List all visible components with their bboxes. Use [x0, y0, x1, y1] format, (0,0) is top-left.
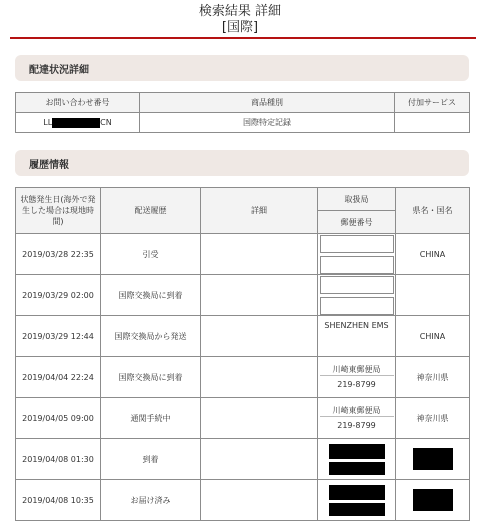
office-name: 川崎東郵便局 [332, 365, 381, 374]
date-cell: 2019/04/08 10:35 [16, 480, 101, 521]
office-cell [318, 357, 396, 398]
column-header-type: 商品種別 [140, 93, 395, 113]
redacted-block [52, 118, 100, 128]
postal-code: 219-8799 [320, 416, 394, 431]
date-cell: 2019/03/28 22:35 [16, 234, 101, 275]
status-cell: 引受 [101, 234, 201, 275]
tracking-number-prefix: LL [43, 118, 53, 127]
postal-code: 219-8799 [320, 375, 394, 390]
column-header-office: 取扱局 [318, 188, 396, 211]
pref-cell [396, 480, 470, 521]
page-title-line1: 検索結果 詳細 [198, 4, 282, 19]
tracking-number-suffix: CN [100, 118, 112, 127]
table-row [16, 275, 470, 316]
header-divider [10, 37, 476, 39]
office-cell [318, 234, 396, 275]
redacted-block [329, 503, 385, 516]
status-cell: 国際交換局から発送 [101, 316, 201, 357]
table-row [16, 316, 470, 357]
office-cell [318, 398, 396, 439]
detail-cell [201, 316, 318, 357]
history-table [15, 187, 470, 521]
delivery-status-table [15, 92, 470, 133]
history-section-title: 履歴情報 [29, 160, 69, 171]
pref-cell: 神奈川県 [396, 398, 470, 439]
postal-box [320, 297, 394, 315]
table-row [16, 398, 470, 439]
table-row [16, 234, 470, 275]
tracking-number-cell [16, 113, 140, 133]
column-header-pref: 県名・国名 [396, 188, 470, 234]
office-name: SHENZHEN EMS [324, 321, 389, 330]
column-header-postal: 郵便番号 [318, 211, 396, 234]
postal-box [320, 256, 394, 274]
column-header-number: お問い合わせ番号 [16, 93, 140, 113]
history-section-header [15, 150, 469, 176]
detail-cell [201, 357, 318, 398]
date-cell: 2019/04/08 01:30 [16, 439, 101, 480]
redacted-block [329, 444, 385, 459]
service-cell [395, 113, 470, 133]
product-type-cell: 国際特定記録 [140, 113, 395, 133]
delivery-status-section-title: 配達状況詳細 [29, 65, 89, 76]
detail-cell [201, 480, 318, 521]
table-row [16, 357, 470, 398]
table-row [16, 439, 470, 480]
status-cell: 国際交換局に到着 [101, 275, 201, 316]
column-header-status: 配送履歴 [101, 188, 201, 234]
redacted-block [413, 489, 453, 511]
redacted-block [413, 448, 453, 470]
detail-cell [201, 275, 318, 316]
column-header-service: 付加サービス [395, 93, 470, 113]
office-box [320, 235, 394, 253]
redacted-block [329, 485, 385, 500]
detail-cell [201, 439, 318, 480]
table-row [16, 480, 470, 521]
office-cell [318, 480, 396, 521]
pref-cell: CHINA [396, 234, 470, 275]
column-header-detail: 詳細 [201, 188, 318, 234]
office-cell [318, 316, 396, 357]
status-cell: お届け済み [101, 480, 201, 521]
date-cell: 2019/03/29 12:44 [16, 316, 101, 357]
office-cell [318, 275, 396, 316]
pref-cell [396, 275, 470, 316]
redacted-block [329, 462, 385, 475]
detail-cell [201, 398, 318, 439]
pref-cell [396, 439, 470, 480]
status-cell: 国際交換局に到着 [101, 357, 201, 398]
page-title-line2: [国際] [221, 20, 259, 35]
date-cell: 2019/04/05 09:00 [16, 398, 101, 439]
status-cell: 通関手続中 [101, 398, 201, 439]
pref-cell: CHINA [396, 316, 470, 357]
detail-cell [201, 234, 318, 275]
column-header-date: 状態発生日(海外で発生した場合は現地時間) [16, 188, 101, 234]
delivery-status-section-header [15, 55, 469, 81]
page-title [0, 4, 480, 36]
office-name: 川崎東郵便局 [332, 406, 381, 415]
date-cell: 2019/04/04 22:24 [16, 357, 101, 398]
office-box [320, 276, 394, 294]
date-cell: 2019/03/29 02:00 [16, 275, 101, 316]
office-cell [318, 439, 396, 480]
pref-cell: 神奈川県 [396, 357, 470, 398]
status-cell: 到着 [101, 439, 201, 480]
